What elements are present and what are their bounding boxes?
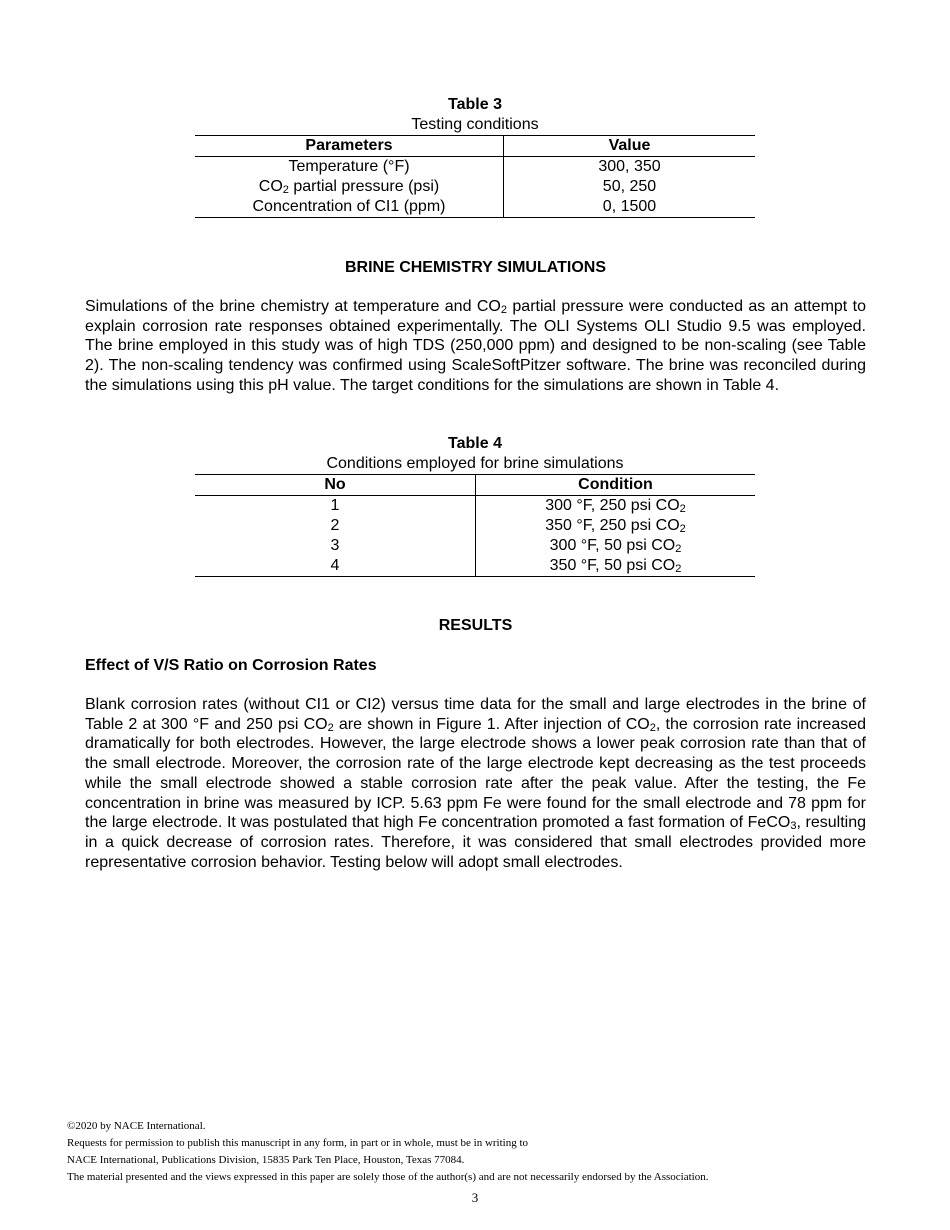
- table-3-header-parameters: Parameters: [195, 136, 504, 157]
- table-4-header-condition: Condition: [476, 475, 756, 496]
- page-number: 3: [471, 1190, 479, 1205]
- table-row: [195, 157, 755, 178]
- footer-disclaimer: The material presented and the views expressed in this paper are solely those of the author(s) and are not necessarily endorsed by the Association.: [67, 1171, 709, 1183]
- table-4-title: Table 4: [448, 435, 502, 452]
- table-3: [195, 95, 755, 218]
- table-3-header-value: Value: [504, 136, 756, 157]
- brine-section-paragraph: Simulations of the brine chemistry at temperature and $CO_2$ partial pressure were conducted as an attempt to explain corrosion rate responses obtained experimentally. The OLI Systems OLI Studio 9.5 was employed. The brine employed in this study was of high TDS (250,000 ppm) and designed to be non-scaling (see Table 2). The non-scaling tendency was confirmed using ScaleSoftPitzer software. The brine was reconciled during the simulations using this pH value. The target conditions for the simulations are shown in Table 4.: [85, 298, 866, 394]
- table-cell: Concentration of CI1 (ppm): [195, 197, 504, 218]
- table-row: [195, 536, 755, 556]
- table-row: [195, 177, 755, 197]
- table-cell: Temperature (°F): [195, 157, 504, 178]
- table-3-grid: [195, 135, 755, 218]
- table-3-caption: Testing conditions: [411, 116, 539, 133]
- table-cell: 300 °F, 250 psi $CO_2$: [545, 497, 686, 515]
- table-cell: 1: [195, 496, 476, 517]
- table-cell: $CO_2$ partial pressure (psi): [195, 177, 504, 197]
- table-cell: 2: [195, 516, 476, 536]
- footer-address: NACE International, Publications Division, 15835 Park Ten Place, Houston, Texas 77084.: [67, 1154, 465, 1166]
- footer-notice: [67, 1118, 708, 1186]
- table-cell: 300 °F, 50 psi $CO_2$: [549, 537, 682, 555]
- brine-section-heading: BRINE CHEMISTRY SIMULATIONS: [344, 259, 607, 276]
- table-4-grid: [195, 474, 755, 577]
- footer-copyright: ©2020 by NACE International.: [67, 1120, 206, 1132]
- table-4: [195, 434, 755, 577]
- table-cell: 350 °F, 250 psi $CO_2$: [545, 517, 686, 535]
- table-4-caption: Conditions employed for brine simulations: [326, 455, 624, 472]
- results-subheading: Effect of V/S Ratio on Corrosion Rates: [85, 657, 377, 674]
- table-cell: 50, 250: [602, 178, 657, 195]
- table-row: [195, 516, 755, 536]
- table-cell: 3: [195, 536, 476, 556]
- table-cell: 300, 350: [598, 158, 661, 175]
- table-cell: 350 °F, 50 psi $CO_2$: [476, 556, 756, 577]
- results-paragraph: Blank corrosion rates (without CI1 or CI2) versus time data for the small and large electrodes in the brine of Table 2 at 300 °F and 250 psi $CO_2$ are shown in Figure 1. After injection of $CO_2$, the corrosion rate increased dramatically for both electrodes. However, the large electrode shows a lower peak corrosion rate than that of the small electrode. Moreover, the corrosion rate of the large electrode kept decreasing as the test proceeds while the small electrode showed a stable corrosion rate after the peak value. After the testing, the Fe concentration in brine was measured by ICP. 5.63 ppm Fe were found for the small electrode and 78 ppm for the large electrode. It was postulated that high Fe concentration promoted a fast formation of FeCO$_3$, resulting in a quick decrease of corrosion rates. Therefore, it was considered that small electrodes provided more representative corrosion behavior. Testing below will adopt small electrodes.: [85, 696, 867, 871]
- table-cell: 0, 1500: [504, 197, 756, 218]
- table-3-title: Table 3: [448, 96, 502, 113]
- footer-permission: Requests for permission to publish this manuscript in any form, in part or in whole, must be in writing to: [67, 1137, 529, 1149]
- table-row: [195, 496, 755, 517]
- table-cell: 4: [195, 556, 476, 577]
- table-row: [195, 197, 755, 218]
- results-heading: RESULTS: [438, 617, 513, 634]
- table-row: [195, 556, 755, 577]
- table-4-header-no: No: [195, 475, 476, 496]
